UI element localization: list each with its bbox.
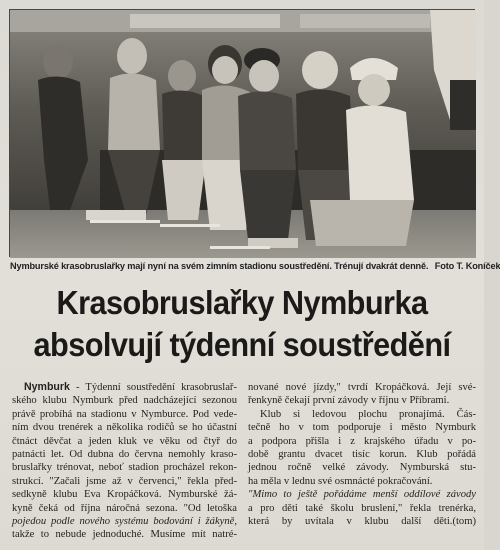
article-line: ha měla v lednu své osmnácté pokračování.: [248, 475, 433, 487]
article-line: strukcí. "Začali jsme až v červenci," řekla před-: [12, 475, 237, 487]
article-line: Klub si ledovou plochu pronajímá. Čás-: [260, 408, 476, 420]
article-line: a podpora přišla i z krajského úřadu v po-: [248, 435, 476, 447]
article-line: právě probíhá na stadionu v Nymburce. Pod vede-: [12, 408, 237, 420]
article-line: čtnáct děvčat a jeden kluk ve věku od čtyř do: [12, 435, 237, 447]
article-line: pojedou podle nového systému bodování i žákyně,: [12, 516, 237, 528]
article-line: a pro děti také školu bruslení," řekla trenérka,: [248, 502, 476, 514]
photo-caption: [10, 261, 500, 271]
article-line: řenkyně čekají první závody v říjnu v Příbrami.: [248, 395, 450, 407]
caption-text: Nymburské krasobruslařky mají nyní na svém zimním stadionu soustředění. Trénují dvakrát denně.: [10, 261, 429, 271]
article-line: tečně ho v tom podporuje i město Nymburk: [248, 422, 476, 434]
article-body: [12, 381, 474, 546]
article-line-rest: - Týdenní soustředění krasobruslař-: [69, 382, 237, 393]
headline-line-2: absolvují týdenní soustředění: [33, 326, 451, 363]
article-line: [12, 381, 237, 394]
author-signature: (tom): [452, 516, 476, 528]
photo-children-skaters-icon: [10, 10, 476, 258]
photo-credit: Foto T. Koníček: [434, 261, 500, 271]
article-line: patnácti let. Od dubna do června nemohly kraso-: [12, 449, 237, 461]
article-line-text: která by uvítala v klubu další děti.: [248, 516, 453, 528]
article-line: takže to nebude jednoduché. Musíme mít natré-: [12, 529, 237, 541]
article-line: bruslařky trénovat, neboť stadion procházel rekon-: [12, 462, 237, 474]
article-line: sedkyně klubu Eva Kropáčková. Nymburské žá-: [12, 489, 237, 501]
article-dateline: Nymburk: [24, 381, 70, 393]
headline-line-1: Krasobruslařky Nymburka: [56, 284, 428, 321]
article-line: kyně čeká od října náročná sezona. "Od letoška: [12, 502, 237, 514]
article-line: době grantu dvacet tisíc korun. Klub pořádá: [248, 449, 476, 461]
article-line: ského klubu Nymburk před nadcházející sezonou: [12, 395, 237, 407]
article-line: "Mimo to ještě pořádáme menší oddílové závody: [248, 489, 476, 501]
article-column-right: [248, 381, 476, 528]
article-line: ním dvou trenérek a několika rodičů se ho účastní: [12, 422, 237, 434]
article-line: nované nové jízdy," tvrdí Kropáčková. Její své-: [248, 382, 476, 393]
article-column-left: [12, 381, 237, 542]
article-line: jednou ročně velké závody. Nymburská stu-: [248, 462, 476, 474]
article-line-final: [248, 515, 476, 528]
article-photo: [9, 9, 475, 257]
